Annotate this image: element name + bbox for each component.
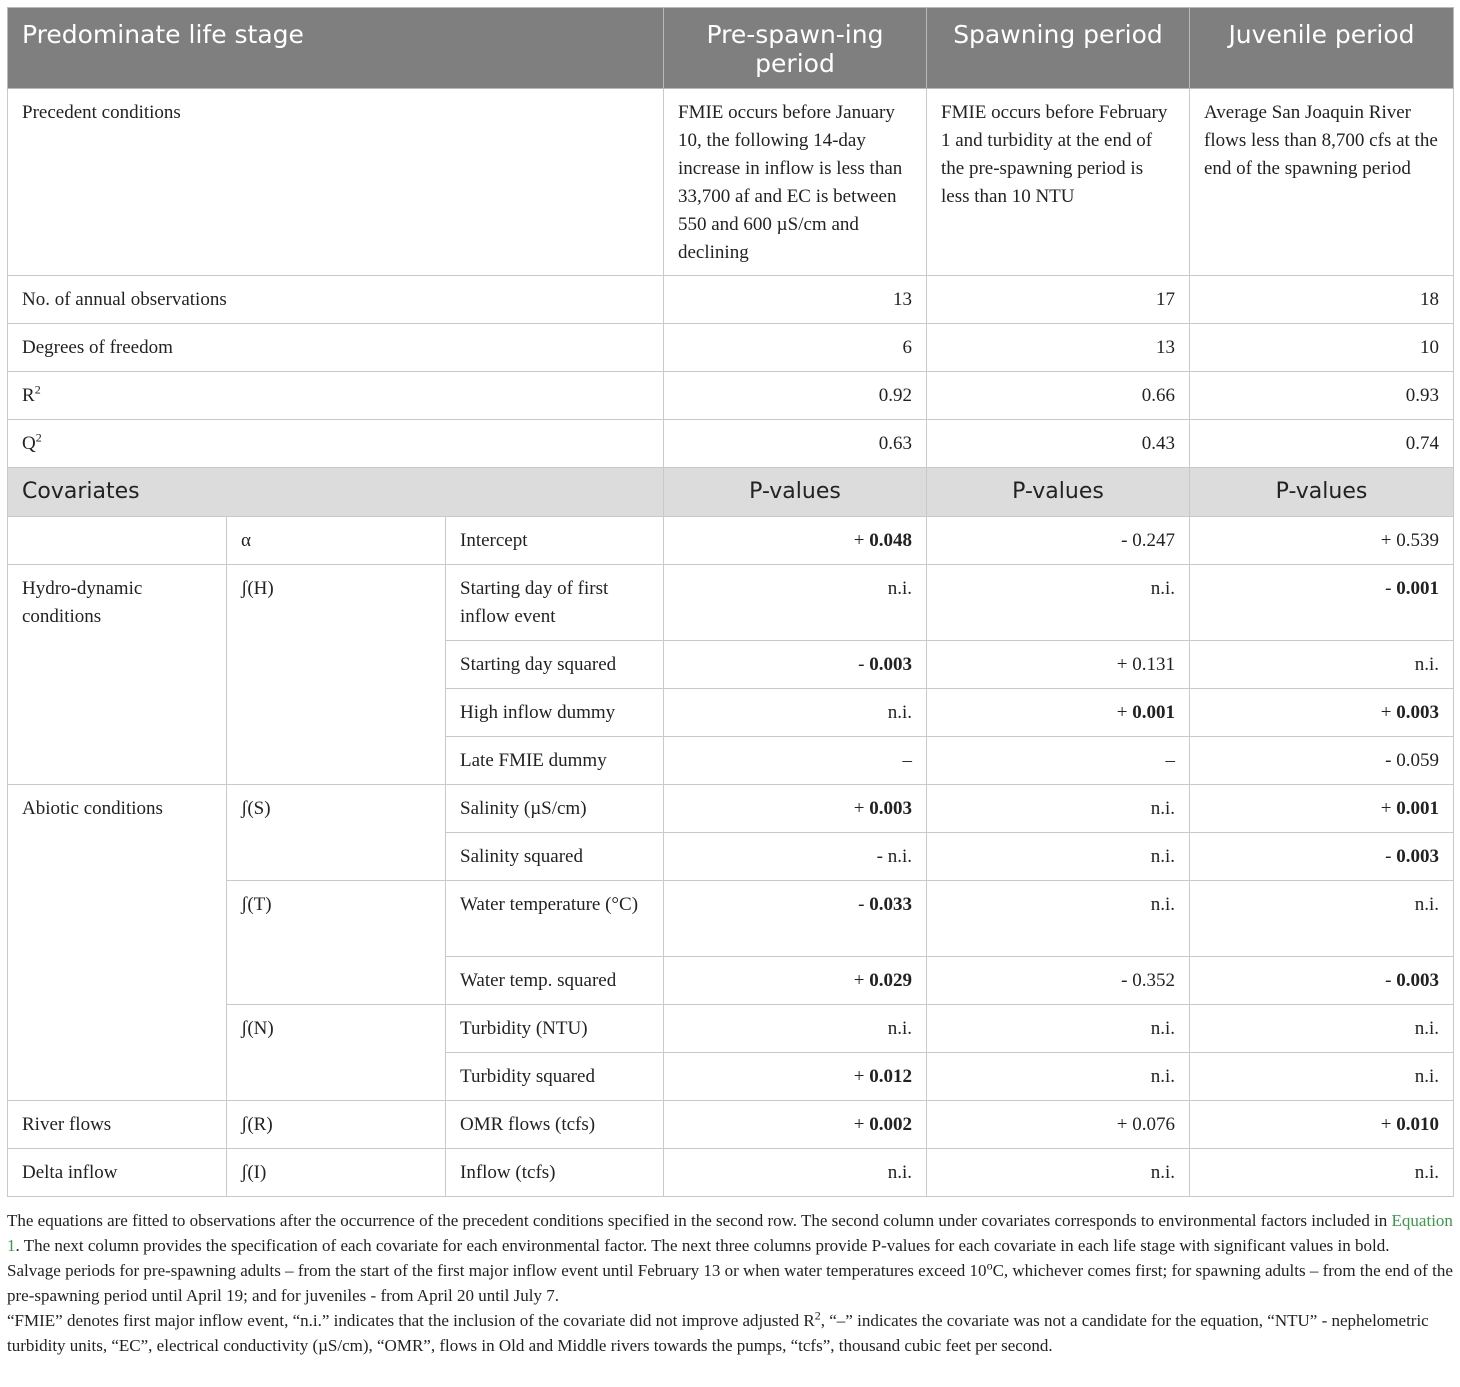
- stat-value: 13: [927, 324, 1190, 372]
- p-value: [1190, 1149, 1454, 1197]
- environmental-factor: ʃ(N): [227, 1005, 446, 1101]
- precedent-juvenile: Average San Joaquin River flows less than 8,700 cfs at the end of the spawning period: [1190, 89, 1454, 276]
- footnote-2: Salvage periods for pre-spawning adults – from the start of the first major inflow event until February 13 or when water temperatures exceed 10$^o$C, whichever comes first; for spawning adults – from the end of the pre-spawning period until April 19; and for juveniles - from April 20 until July 7.: [7, 1258, 1453, 1305]
- p-value-number: 0.352: [1132, 970, 1175, 991]
- covariate-name: Turbidity (NTU): [446, 1005, 664, 1053]
- stat-label: $R^2$: [8, 372, 664, 420]
- p-value: [664, 833, 927, 881]
- p-value-sign: +: [853, 798, 865, 819]
- stat-value: 13: [664, 276, 927, 324]
- p-value-number: 0.012: [869, 1066, 912, 1087]
- p-value-number: 0.001: [1396, 578, 1439, 599]
- precedent-row: [8, 89, 1454, 276]
- p-value: [664, 1101, 927, 1149]
- p-value-number: n.i.: [1150, 1018, 1175, 1039]
- p-value-number: 0.002: [869, 1114, 912, 1135]
- p-value: [1190, 1101, 1454, 1149]
- p-value-number: n.i.: [887, 846, 912, 867]
- p-value: [1190, 689, 1454, 737]
- p-value-sign: -: [1121, 530, 1128, 551]
- p-value-sign: -: [1385, 970, 1392, 991]
- p-value-number: n.i.: [1150, 894, 1175, 915]
- header-stage-label: Predominate life stage: [8, 8, 664, 89]
- covariate-group: Hydro-dynamic conditions: [8, 565, 227, 785]
- p-value: [927, 565, 1190, 641]
- p-value: [927, 689, 1190, 737]
- pvalues-header-juvenile: P-values: [1190, 468, 1454, 517]
- p-value-number: n.i.: [1414, 1162, 1439, 1183]
- p-value: [927, 957, 1190, 1005]
- p-value-sign: +: [1380, 1114, 1392, 1135]
- p-value-sign: +: [1380, 798, 1392, 819]
- covariate-group: Abiotic conditions: [8, 785, 227, 1101]
- p-value-sign: +: [1116, 1114, 1128, 1135]
- p-value: [927, 1101, 1190, 1149]
- p-value-number: 0.003: [869, 798, 912, 819]
- stat-value: 10: [1190, 324, 1454, 372]
- stat-value: 0.63: [664, 420, 927, 468]
- covariate-name: Water temperature (°C): [446, 881, 664, 957]
- p-value: [927, 641, 1190, 689]
- stat-value: 0.43: [927, 420, 1190, 468]
- covariate-name: Inflow (tcfs): [446, 1149, 664, 1197]
- covariate-name: Starting day of first inflow event: [446, 565, 664, 641]
- p-value-number: 0.003: [1396, 702, 1439, 723]
- covariate-group: [8, 517, 227, 565]
- pvalues-header-spawning: P-values: [927, 468, 1190, 517]
- covariate-name: Turbidity squared: [446, 1053, 664, 1101]
- covariate-name: Water temp. squared: [446, 957, 664, 1005]
- header-spawning: Spawning period: [927, 8, 1190, 89]
- p-value-number: n.i.: [887, 702, 912, 723]
- covariate-name: Intercept: [446, 517, 664, 565]
- stats-section: [8, 276, 1454, 468]
- environmental-factor: ʃ(H): [227, 565, 446, 785]
- p-value-sign: -: [1121, 970, 1128, 991]
- stat-value: 17: [927, 276, 1190, 324]
- header-pre-spawning: Pre-spawn-ing period: [664, 8, 927, 89]
- life-stage-table: [7, 7, 1454, 1197]
- p-value: [664, 1053, 927, 1101]
- stat-label: No. of annual observations: [8, 276, 664, 324]
- stat-row: [8, 372, 1454, 420]
- p-value-number: 0.001: [1396, 798, 1439, 819]
- covariate-name: OMR flows (tcfs): [446, 1101, 664, 1149]
- covariate-name: Starting day squared: [446, 641, 664, 689]
- covariates-header-row: [8, 468, 1454, 517]
- stat-value: 0.93: [1190, 372, 1454, 420]
- p-value-number: 0.048: [869, 530, 912, 551]
- p-value: [664, 1149, 927, 1197]
- p-value-sign: +: [853, 1114, 865, 1135]
- covariate-row: [8, 565, 1454, 641]
- p-value: [1190, 957, 1454, 1005]
- covariate-row: [8, 517, 1454, 565]
- covariate-name: Salinity (µS/cm): [446, 785, 664, 833]
- covariate-group: River flows: [8, 1101, 227, 1149]
- p-value: [927, 785, 1190, 833]
- p-value-number: 0.539: [1396, 530, 1439, 551]
- p-value: [1190, 833, 1454, 881]
- covariate-row: [8, 1149, 1454, 1197]
- p-value: [927, 881, 1190, 957]
- p-value: [927, 737, 1190, 785]
- p-value-sign: +: [853, 530, 865, 551]
- p-value-number: 0.059: [1396, 750, 1439, 771]
- p-value: [664, 641, 927, 689]
- precedent-pre-spawning: FMIE occurs before January 10, the following 14-day increase in inflow is less than 33,700 af and EC is between 550 and 600 µS/cm and declining: [664, 89, 927, 276]
- covariate-name: Salinity squared: [446, 833, 664, 881]
- stat-row: [8, 324, 1454, 372]
- p-value: [1190, 641, 1454, 689]
- footnote-3: “FMIE” denotes first major inflow event, “n.i.” indicates that the inclusion of the covariate did not improve adjusted $R^2$, “–” indicates the covariate was not a candidate for the equation, “NTU” - nephelometric turbidity units, “EC”, electrical conductivity (µS/cm), “OMR”, flows in Old and Middle rivers towards the pumps, “tcfs”, thousand cubic feet per second.: [7, 1308, 1429, 1355]
- table-footnotes: [7, 1208, 1453, 1358]
- p-value-number: –: [1165, 750, 1175, 771]
- p-value: [1190, 737, 1454, 785]
- p-value: [664, 881, 927, 957]
- p-value: [927, 1053, 1190, 1101]
- p-value-number: 0.003: [1396, 846, 1439, 867]
- p-value-number: n.i.: [887, 578, 912, 599]
- p-value: [1190, 565, 1454, 641]
- p-value: [664, 689, 927, 737]
- p-value-sign: +: [1380, 702, 1392, 723]
- p-value-number: n.i.: [1150, 578, 1175, 599]
- covariates-section: [8, 517, 1454, 1197]
- p-value-number: n.i.: [1414, 1018, 1439, 1039]
- environmental-factor: ʃ(S): [227, 785, 446, 881]
- covariates-label: Covariates: [8, 468, 664, 517]
- p-value-number: 0.010: [1396, 1114, 1439, 1135]
- p-value-sign: +: [853, 1066, 865, 1087]
- stat-label: $Q^2$: [8, 420, 664, 468]
- p-value-sign: +: [1116, 654, 1128, 675]
- environmental-factor: ʃ(R): [227, 1101, 446, 1149]
- p-value-sign: +: [1380, 530, 1392, 551]
- p-value-number: n.i.: [1150, 846, 1175, 867]
- p-value: [1190, 1005, 1454, 1053]
- covariate-row: [8, 1101, 1454, 1149]
- p-value: [664, 1005, 927, 1053]
- covariate-group: Delta inflow: [8, 1149, 227, 1197]
- p-value: [664, 957, 927, 1005]
- environmental-factor: ʃ(I): [227, 1149, 446, 1197]
- p-value-number: 0.003: [1396, 970, 1439, 991]
- p-value-sign: -: [858, 654, 865, 675]
- environmental-factor: α: [227, 517, 446, 565]
- p-value-number: –: [902, 750, 912, 771]
- p-value-number: n.i.: [1150, 798, 1175, 819]
- p-value-number: 0.001: [1132, 702, 1175, 723]
- p-value-sign: +: [853, 970, 865, 991]
- p-value-number: 0.131: [1132, 654, 1175, 675]
- p-value: [927, 517, 1190, 565]
- pvalues-header-pre-spawning: P-values: [664, 468, 927, 517]
- p-value: [664, 737, 927, 785]
- p-value-sign: -: [1385, 578, 1392, 599]
- stat-value: 0.74: [1190, 420, 1454, 468]
- p-value: [927, 833, 1190, 881]
- covariate-name: Late FMIE dummy: [446, 737, 664, 785]
- stat-row: [8, 276, 1454, 324]
- p-value: [1190, 1053, 1454, 1101]
- p-value: [1190, 517, 1454, 565]
- covariate-name: High inflow dummy: [446, 689, 664, 737]
- environmental-factor: ʃ(T): [227, 881, 446, 1005]
- p-value-number: n.i.: [1150, 1066, 1175, 1087]
- table-header-row: [8, 8, 1454, 89]
- stat-value: 18: [1190, 276, 1454, 324]
- p-value-number: 0.247: [1132, 530, 1175, 551]
- p-value-sign: -: [1385, 846, 1392, 867]
- p-value: [1190, 785, 1454, 833]
- precedent-label: Precedent conditions: [8, 89, 664, 276]
- p-value: [927, 1005, 1190, 1053]
- precedent-spawning: FMIE occurs before February 1 and turbidity at the end of the pre-spawning period is less than 10 NTU: [927, 89, 1190, 276]
- equation-link[interactable]: Equation 1: [7, 1211, 1453, 1255]
- p-value-sign: -: [858, 894, 865, 915]
- p-value: [664, 565, 927, 641]
- p-value-sign: -: [876, 846, 883, 867]
- p-value-sign: -: [1385, 750, 1392, 771]
- p-value-number: 0.003: [869, 654, 912, 675]
- p-value-number: n.i.: [1414, 654, 1439, 675]
- p-value-number: n.i.: [1414, 1066, 1439, 1087]
- stat-value: 0.92: [664, 372, 927, 420]
- p-value: [927, 1149, 1190, 1197]
- p-value-number: 0.033: [869, 894, 912, 915]
- stat-value: 6: [664, 324, 927, 372]
- stat-value: 0.66: [927, 372, 1190, 420]
- p-value-number: n.i.: [887, 1162, 912, 1183]
- p-value-number: 0.076: [1132, 1114, 1175, 1135]
- footnote-1: The equations are fitted to observations after the occurrence of the precedent conditions specified in the second row. The second column under covariates corresponds to environmental factors included in Equation 1. The next column provides the specification of each covariate for each environmental factor. The next three columns provide P-values for each covariate in each life stage with significant values in bold.: [7, 1211, 1453, 1255]
- p-value-number: n.i.: [887, 1018, 912, 1039]
- p-value-number: n.i.: [1150, 1162, 1175, 1183]
- p-value-number: n.i.: [1414, 894, 1439, 915]
- p-value: [664, 517, 927, 565]
- p-value-sign: +: [1116, 702, 1128, 723]
- p-value-number: 0.029: [869, 970, 912, 991]
- p-value: [664, 785, 927, 833]
- p-value: [1190, 881, 1454, 957]
- header-juvenile: Juvenile period: [1190, 8, 1454, 89]
- stat-row: [8, 420, 1454, 468]
- covariate-row: [8, 785, 1454, 833]
- stat-label: Degrees of freedom: [8, 324, 664, 372]
